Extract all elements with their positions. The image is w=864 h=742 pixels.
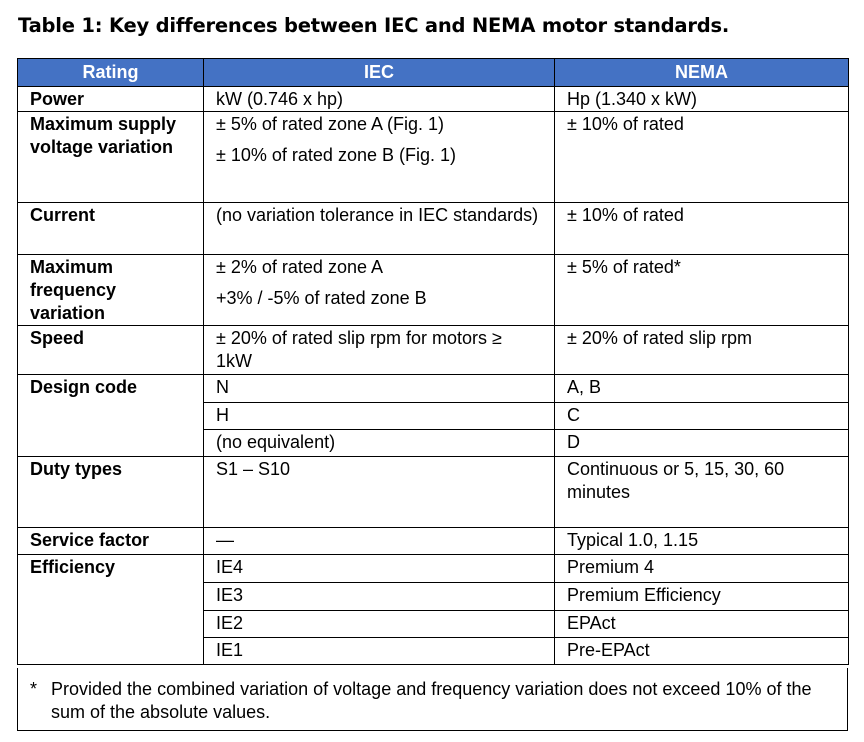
iec-value: kW (0.746 x hp) bbox=[204, 87, 555, 112]
nema-value: Typical 1.0, 1.15 bbox=[555, 528, 849, 555]
row-design-code bbox=[18, 375, 849, 403]
row-voltage-variation bbox=[18, 112, 849, 203]
iec-line: +3% / -5% of rated zone B bbox=[216, 288, 427, 308]
rating-label: Maximum supply voltage variation bbox=[18, 112, 204, 203]
nema-value: D bbox=[555, 430, 849, 457]
nema-value: C bbox=[555, 403, 849, 430]
iec-value: (no variation tolerance in IEC standards) bbox=[204, 203, 555, 255]
row-frequency-variation bbox=[18, 255, 849, 326]
rating-label: Efficiency bbox=[18, 555, 204, 665]
table-title: Table 1: Key differences between IEC and NEMA motor standards. bbox=[18, 14, 730, 37]
rating-label: Current bbox=[18, 203, 204, 255]
iec-value bbox=[204, 255, 555, 326]
rating-label: Power bbox=[18, 87, 204, 112]
iec-line: ± 2% of rated zone A bbox=[216, 257, 383, 277]
nema-value: A, B bbox=[555, 375, 849, 403]
row-service-factor bbox=[18, 528, 849, 555]
nema-value: Hp (1.340 x kW) bbox=[555, 87, 849, 112]
nema-value: Premium Efficiency bbox=[555, 583, 849, 611]
nema-value: Continuous or 5, 15, 30, 60 minutes bbox=[555, 457, 849, 528]
footnote-text: Provided the combined variation of voltage and frequency variation does not exceed 10% of the sum of the absolute values. bbox=[51, 679, 812, 722]
rating-label: Duty types bbox=[18, 457, 204, 528]
rating-label: Maximum frequency variation bbox=[18, 255, 204, 326]
rating-label: Design code bbox=[18, 375, 204, 457]
iec-value: IE3 bbox=[204, 583, 555, 611]
iec-value: S1 – S10 bbox=[204, 457, 555, 528]
comparison-table bbox=[17, 58, 849, 665]
iec-line: ± 5% of rated zone A (Fig. 1) bbox=[216, 114, 444, 134]
nema-value: ± 20% of rated slip rpm bbox=[555, 326, 849, 375]
iec-value bbox=[204, 112, 555, 203]
footnote-box bbox=[17, 668, 848, 731]
iec-value: IE4 bbox=[204, 555, 555, 583]
row-efficiency bbox=[18, 555, 849, 583]
iec-value: (no equivalent) bbox=[204, 430, 555, 457]
rating-label: Speed bbox=[18, 326, 204, 375]
nema-value: ± 10% of rated bbox=[555, 203, 849, 255]
row-duty-types bbox=[18, 457, 849, 528]
footnote-marker: * bbox=[30, 679, 38, 699]
nema-value: Premium 4 bbox=[555, 555, 849, 583]
header-row bbox=[18, 59, 849, 87]
iec-value: H bbox=[204, 403, 555, 430]
iec-value: IE2 bbox=[204, 611, 555, 638]
nema-value: EPAct bbox=[555, 611, 849, 638]
row-current bbox=[18, 203, 849, 255]
nema-value: ± 5% of rated* bbox=[555, 255, 849, 326]
nema-value: ± 10% of rated bbox=[555, 112, 849, 203]
iec-line: ± 10% of rated zone B (Fig. 1) bbox=[216, 145, 456, 165]
iec-value: IE1 bbox=[204, 638, 555, 665]
header-rating: Rating bbox=[18, 59, 204, 87]
iec-value: — bbox=[204, 528, 555, 555]
iec-value: ± 20% of rated slip rpm for motors ≥ 1kW bbox=[204, 326, 555, 375]
iec-value: N bbox=[204, 375, 555, 403]
row-speed bbox=[18, 326, 849, 375]
header-iec: IEC bbox=[204, 59, 555, 87]
rating-label: Service factor bbox=[18, 528, 204, 555]
header-nema: NEMA bbox=[555, 59, 849, 87]
nema-value: Pre-EPAct bbox=[555, 638, 849, 665]
row-power bbox=[18, 87, 849, 112]
